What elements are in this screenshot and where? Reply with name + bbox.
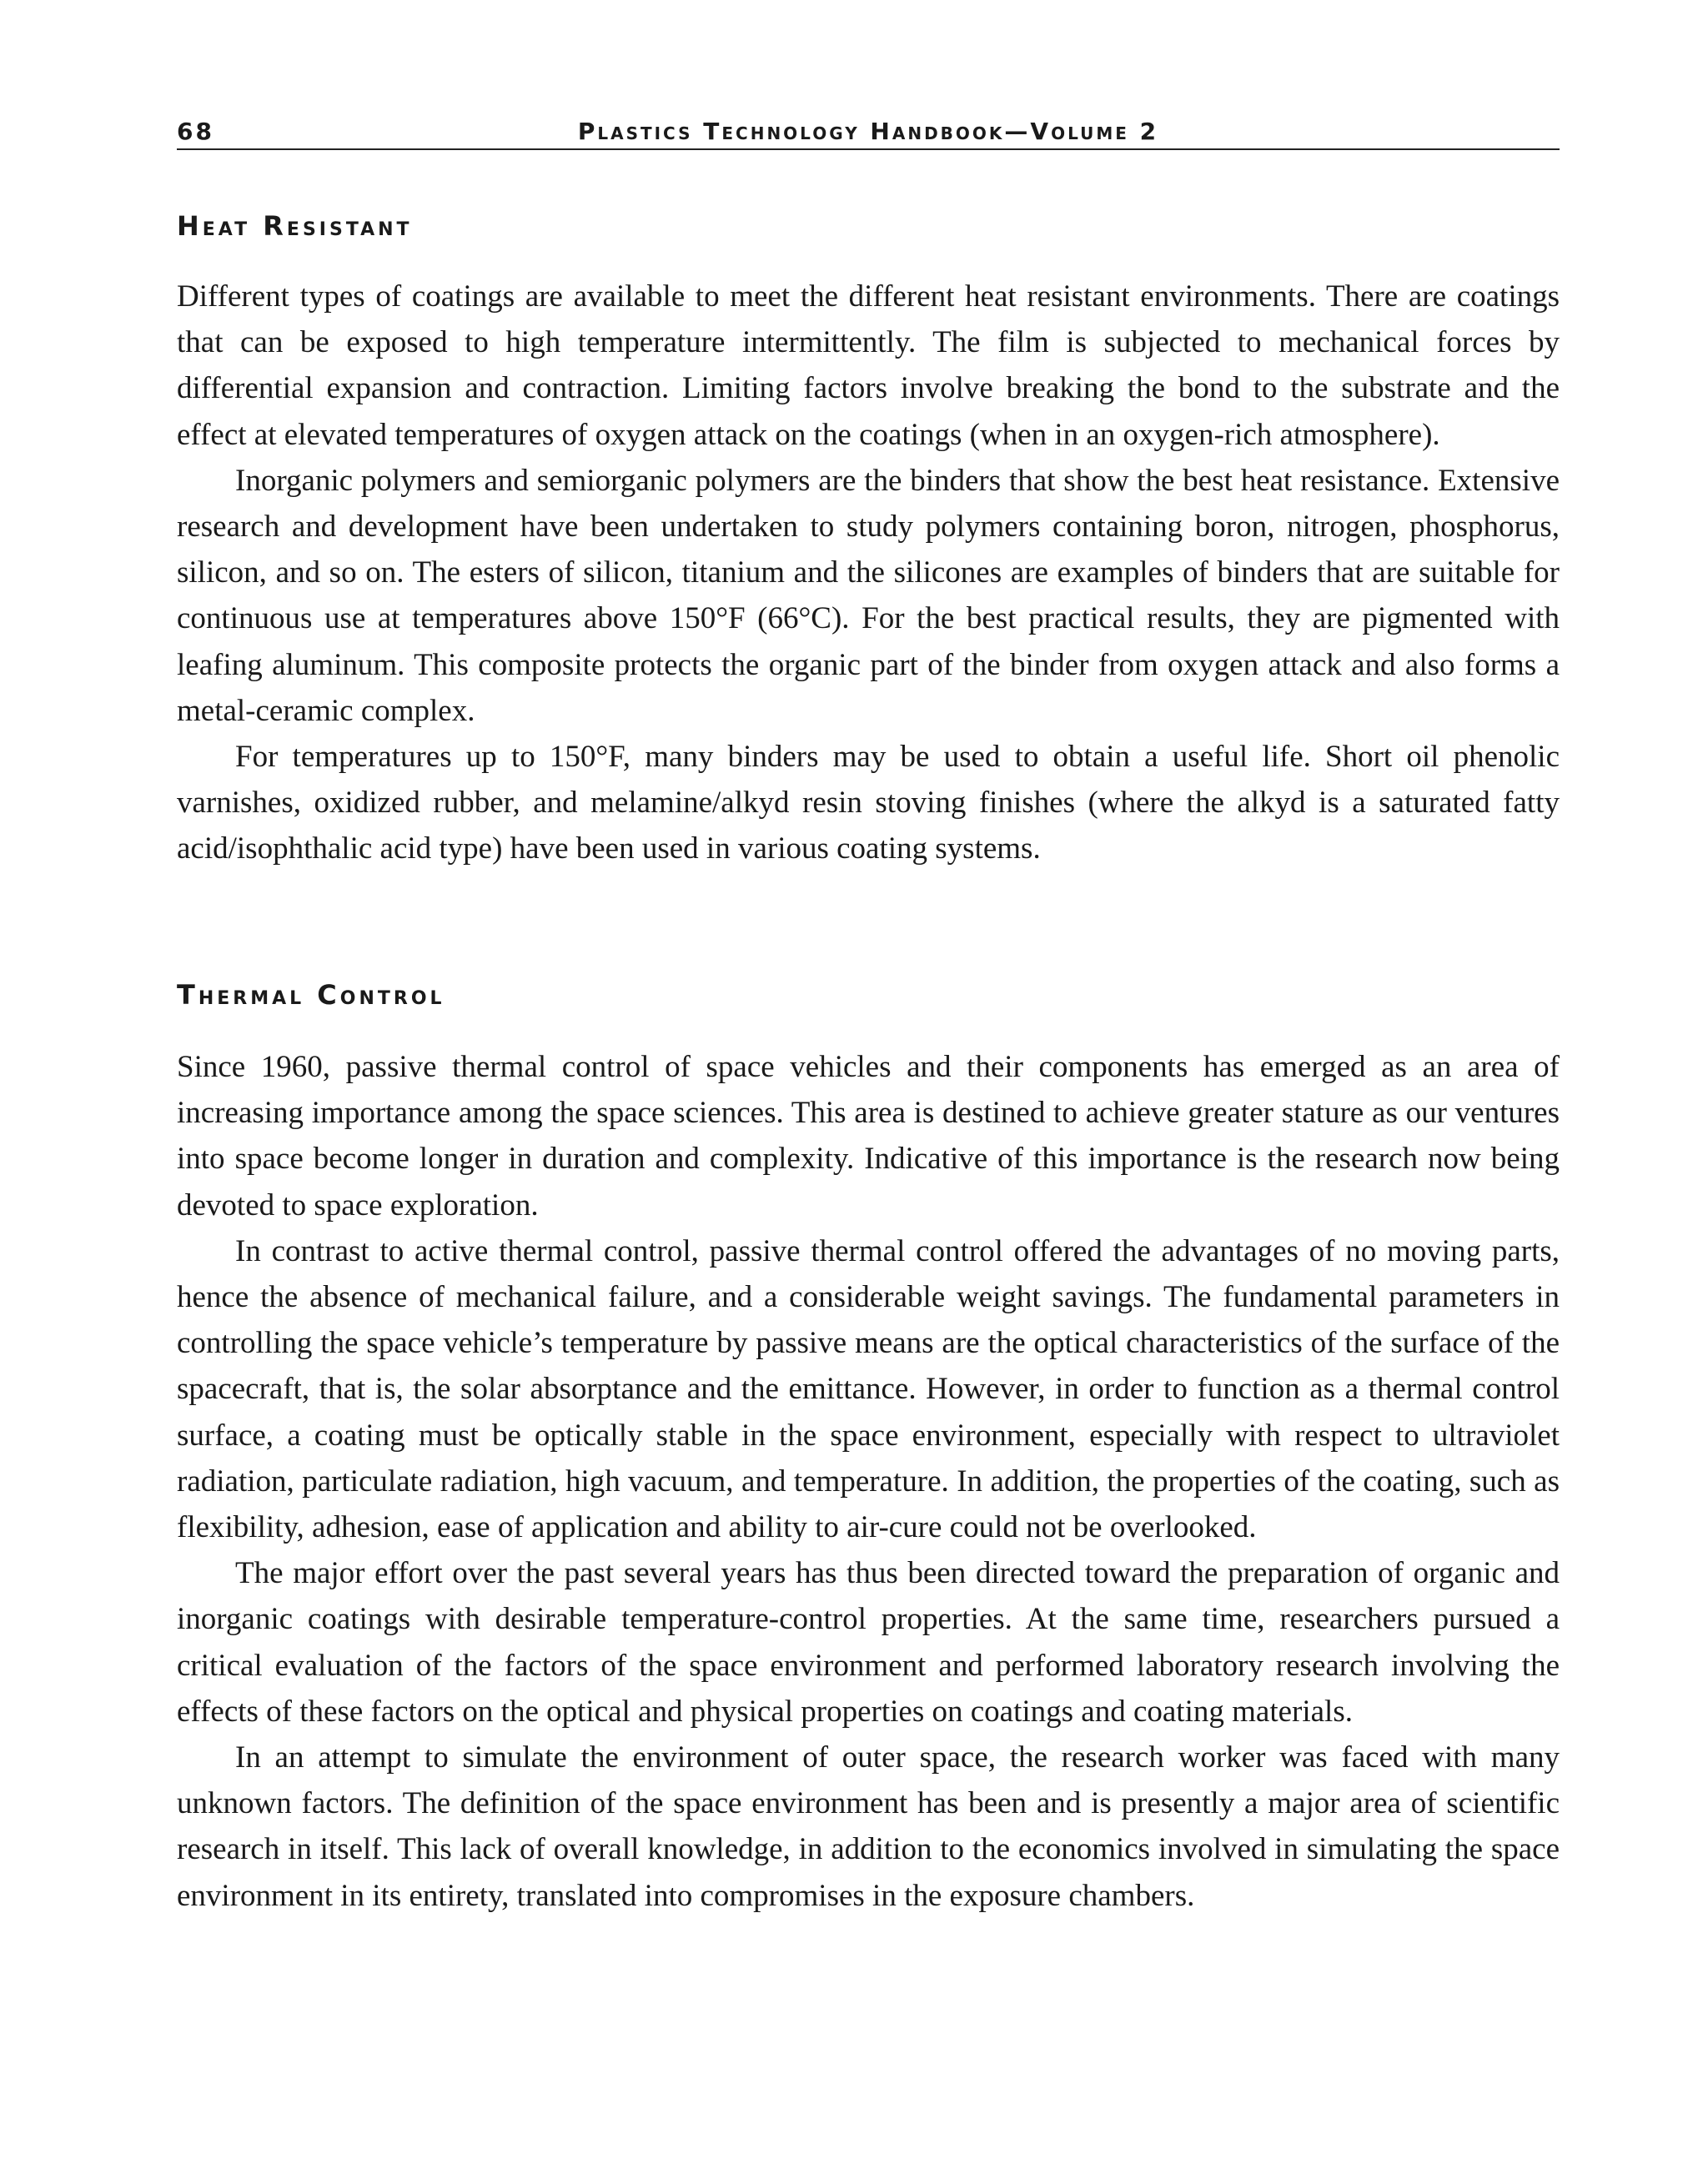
paragraph: In contrast to active thermal control, passive thermal control offered the advantages of no moving parts, hence the absence of mechanical failure, and a considerable weight savings. The fundamental parameters in controlling the space vehicle’s temperature by passive means are the optical characteristics of the surface of the spacecraft, that is, the solar absorptance and the emittance. However, in order to function as a thermal control surface, a coating must be optically stable in the space environment, especially with respect to ultraviolet radiation, particulate radiation, high vacuum, and temperature. In addition, the properties of the coating, such as flexibility, adhesion, ease of application and ability to air-cure could not be overlooked. [177,1233,1560,1545]
running-title: Plastics Technology Handbook—Volume 2 [577,118,1159,145]
paragraph: Since 1960, passive thermal control of space vehicles and their components has emerged as an area of increasing importance among the space sciences. This area is destined to achieve greater stature as our ventures into space become longer in duration and complexity. Indicative of this importance is the research now being devoted to space exploration. [177,1050,1560,1223]
document-page [177,0,1560,2179]
paragraph: Inorganic polymers and semiorganic polymers are the binders that show the best heat resistance. Extensive research and development have been undertaken to study polymers containing boron, nitrogen, phosphorus, silicon, and so on. The esters of silicon, titanium and the silicones are examples of binders that are suitable for continuous use at temperatures above 150°F (66°C). For the best practical results, they are pigmented with leafing aluminum. This composite protects the organic part of the binder from oxygen attack and also forms a metal-ceramic complex. [177,463,1560,728]
paragraph: For temperatures up to 150°F, many binders may be used to obtain a useful life. Short oil phenolic varnishes, oxidized rubber, and melamine/alkyd resin stoving finishes (where the alkyd is a saturated fatty acid/isophthalic acid type) have been used in various coating systems. [177,740,1560,866]
paragraph: Different types of coatings are available to meet the different heat resistant environments. There are coatings that can be exposed to high temperature intermittently. The film is subjected to mechanical forces by differential expansion and contraction. Limiting factors involve breaking the bond to the substrate and the effect at elevated temperatures of oxygen attack on the coatings (when in an oxygen-rich atmosphere). [177,279,1560,452]
section-heading-thermal-control: Thermal Control [177,979,445,1011]
section-heading-heat-resistant: Heat Resistant [177,210,413,242]
section-body-heat-resistant [177,274,1560,872]
page-number: 68 [177,118,214,145]
running-head [177,115,1560,150]
section-body-thermal-control [177,1044,1560,1919]
paragraph: The major effort over the past several years has thus been directed toward the preparation of organic and inorganic coatings with desirable temperature-control properties. At the same time, researchers pursued a critical evaluation of the factors of the space environment and performed laboratory research involving the effects of these factors on the optical and physical properties on coatings and coating materials. [177,1556,1560,1729]
paragraph: In an attempt to simulate the environment of outer space, the research worker was faced with many unknown factors. The definition of the space environment has been and is presently a major area of scientific research in itself. This lack of overall knowledge, in addition to the economics involved in simulating the space environment in its entirety, translated into compromises in the exposure chambers. [177,1740,1560,1913]
